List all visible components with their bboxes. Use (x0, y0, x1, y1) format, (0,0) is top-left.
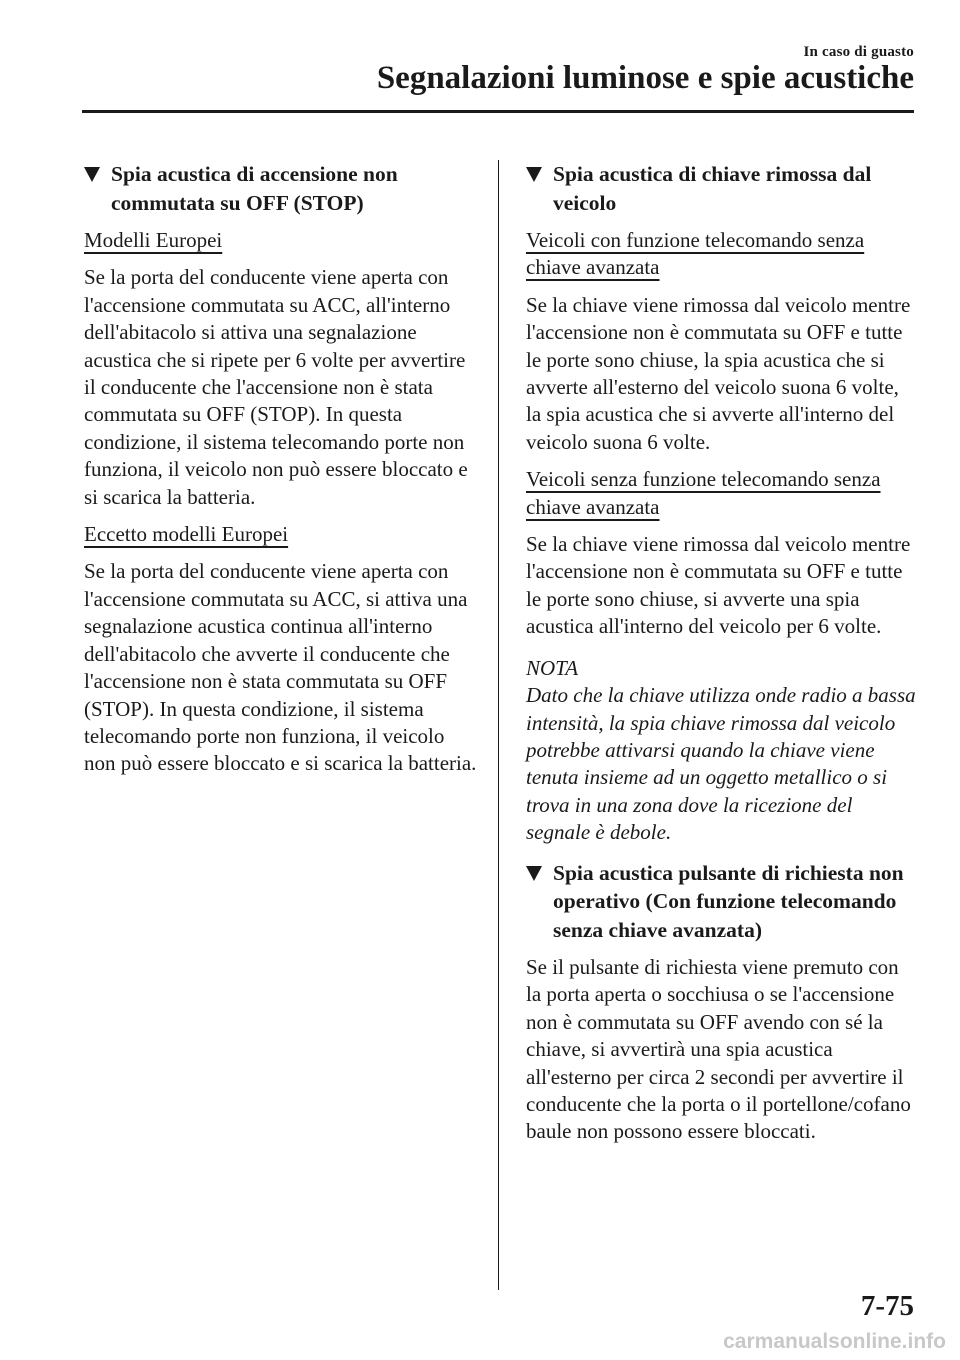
heading-text: Spia acustica pulsante di richiesta non operativo (Con funzione telecomando senza chiave avanzata) (553, 860, 904, 942)
heading-text: Spia acustica di chiave rimossa dal veicolo (553, 162, 872, 215)
section-heading-ignition-warning (84, 160, 480, 217)
subheading-without-smart-key: Veicoli senza funzione telecomando senza chiave avanzata (526, 467, 881, 519)
triangle-bullet-icon (526, 866, 542, 881)
paragraph: Se la porta del conducente viene aperta con l'accensione commutata su ACC, all'interno dell'abitacolo si attiva una segnalazione acustica che si ripete per 6 volte per avvertire il conducente che l'accensione non è stata commutata su OFF (STOP). In questa condizione, il sistema telecomando porte non funziona, il veicolo non può essere bloccato e si scarica la batteria. (84, 265, 468, 509)
subheading-with-smart-key: Veicoli con funzione telecomando senza chiave avanzata (526, 228, 865, 280)
page-number: 7-75 (860, 1290, 914, 1322)
paragraph: Se la chiave viene rimossa dal veicolo mentre l'accensione non è commutata su OFF e tutte le porte sono chiuse, la spia acustica che si avverte all'esterno del veicolo suona 6 volte, la spia acustica che si avverte all'interno del veicolo suona 6 volte. (526, 292, 911, 454)
watermark: carmanualsonline.info (723, 1330, 946, 1353)
section-heading-request-switch (526, 859, 918, 945)
triangle-bullet-icon (84, 167, 100, 182)
subheading-except-european-models: Eccetto modelli Europei (84, 522, 289, 547)
page-title: Segnalazioni luminose e spie acustiche (376, 60, 914, 96)
paragraph: Se la chiave viene rimossa dal veicolo mentre l'accensione non è commutata su OFF e tutte le porte sono chiuse, si avverte una spia acustica all'interno del veicolo per 6 volte. (526, 532, 911, 639)
triangle-bullet-icon (526, 167, 542, 182)
paragraph: Se il pulsante di richiesta viene premuto con la porta aperta o socchiusa o se l'accensione non è commutata su OFF avendo con sé la chiave, si avvertirà una spia acustica all'esterno per circa 2 secondi per avvertire il conducente che la porta o il portellone/cofano baule non possono essere bloccati. (526, 955, 911, 1144)
heading-text: Spia acustica di accensione non commutata su OFF (STOP) (111, 162, 398, 215)
column-divider (498, 160, 499, 1290)
left-column (84, 160, 480, 788)
header-section-label: In caso di guasto (803, 44, 914, 60)
note-text: Dato che la chiave utilizza onde radio a bassa intensità, la spia chiave rimossa dal veicolo potrebbe attivarsi quando la chiave viene tenuta insieme ad un oggetto metallico o si trova in una zona dove la ricezione del segnale è debole. (526, 683, 916, 845)
paragraph: Se la porta del conducente viene aperta con l'accensione commutata su ACC, si attiva una segnalazione acustica continua all'interno dell'abitacolo che avverte il conducente che l'accensione non è stata commutata su OFF (STOP). In questa condizione, il sistema telecomando porte non funziona, il veicolo non può essere bloccato e si scarica la batteria. (84, 559, 477, 776)
note-label: NOTA (526, 655, 579, 680)
header-rule (82, 110, 914, 113)
subheading-european-models: Modelli Europei (84, 228, 223, 252)
right-column (526, 160, 918, 1156)
section-heading-key-removed (526, 160, 918, 217)
